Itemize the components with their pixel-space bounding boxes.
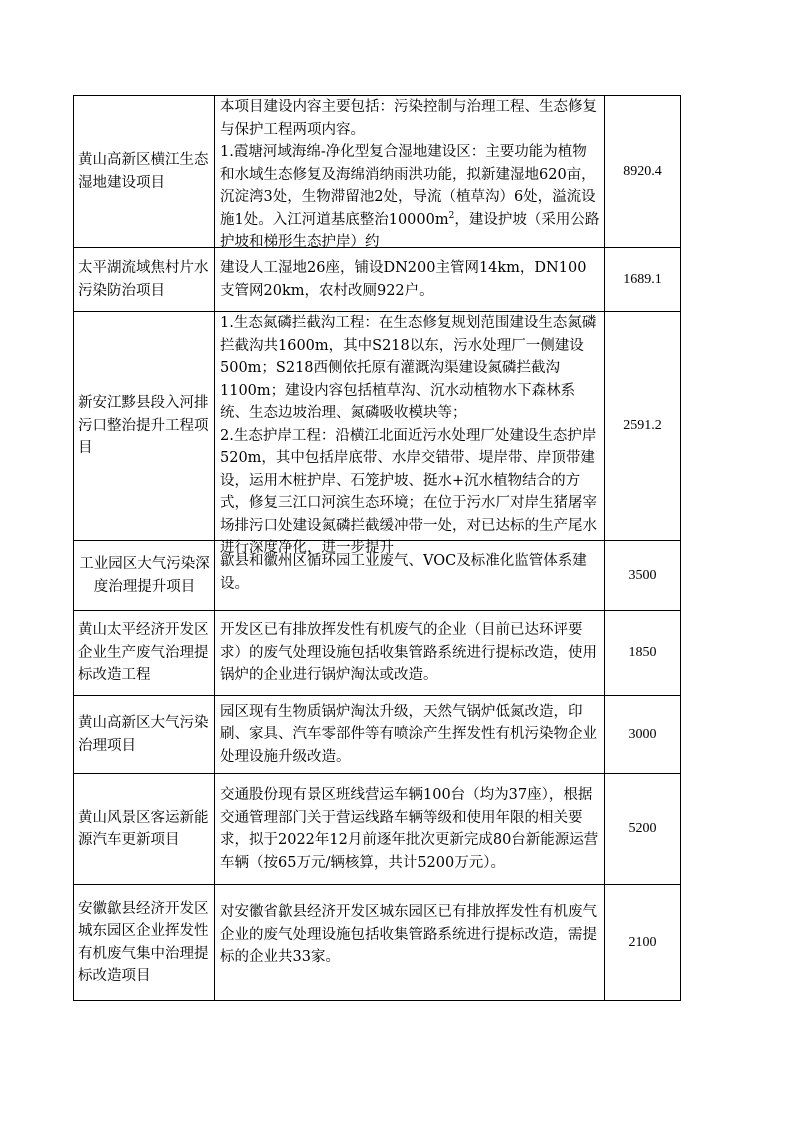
- amount-cell: [605, 885, 681, 1001]
- project-name: 太平湖流域焦村片水污染防治项目: [78, 260, 209, 299]
- project-content-cell: [215, 611, 605, 696]
- project-amount: 1850: [628, 645, 657, 660]
- project-name-cell: [74, 611, 215, 696]
- amount-cell: [605, 541, 681, 611]
- project-content-cell: [215, 96, 605, 248]
- project-name-cell: [74, 774, 215, 885]
- content-paragraph: 园区现有生物质锅炉淘汰升级，天然气锅炉低氮改造，印刷、家具、汽车零部件等有喷涂产生挥发性有机污染物企业处理设施升级改造。: [220, 703, 597, 765]
- project-name: 黄山太平经济开发区企业生产废气治理提标改造工程: [78, 622, 209, 684]
- table-row: [74, 312, 681, 541]
- project-name-cell: [74, 541, 215, 611]
- amount-cell: [605, 96, 681, 248]
- content-paragraph: 歙县和徽州区循环园工业废气、VOC及标准化监管体系建设。: [220, 553, 587, 592]
- project-amount: 3000: [628, 726, 657, 742]
- project-name: 黄山高新区横江生态湿地建设项目: [78, 152, 209, 191]
- table-row: [74, 248, 681, 312]
- project-name-cell: [74, 312, 215, 541]
- content-paragraph: 开发区已有排放挥发性有机废气的企业（目前已达环评要求）的废气处理设施包括收集管路系统进行提标改造，使用锅炉的企业进行锅炉淘汰或改造。: [220, 622, 597, 684]
- amount-cell: [605, 312, 681, 541]
- table-row: [74, 96, 681, 248]
- project-name-cell: [74, 248, 215, 312]
- content-paragraph: [220, 141, 600, 254]
- content-text: 1.霞塘河域海绵-净化型复合湿地建设区：主要功能为植物和水域生态修复及海绵消纳雨洪功能，拟新建湿地620亩，沉淀湾3处，生物滞留池2处，导流（植草沟）6处，溢流设施1处。入江河道基底整治10000m: [220, 144, 596, 228]
- superscript: 2: [448, 210, 455, 221]
- project-amount: 2100: [628, 934, 657, 950]
- project-name: 工业园区大气污染深度治理提升项目: [79, 556, 210, 595]
- project-amount: 1689.1: [623, 271, 662, 287]
- project-amount: 5200: [628, 821, 657, 836]
- project-amount: 3500: [628, 567, 657, 583]
- table-row: [74, 885, 681, 1001]
- table-row: [74, 541, 681, 611]
- project-content-cell: [215, 541, 605, 611]
- project-name: 黄山高新区大气污染治理项目: [78, 715, 209, 754]
- project-name-cell: [74, 696, 215, 774]
- content-paragraph: 2.生态护岸工程：沿横江北面近污水处理厂处建设生态护岸520m，其中包括岸底带、水岸交错带、堤岸带、岸顶带建设，运用木桩护岸、石笼护坡、挺水+沉水植物结合的方式，修复三江口河滨生态环境；在位于污水厂对岸生猪屠宰场排污口处建设氮磷拦截缓冲带一处，对已达标的生产尾水进行深度净化，进一步提升: [220, 427, 597, 556]
- project-content-cell: [215, 885, 605, 1001]
- project-table: [73, 95, 681, 1001]
- project-name-cell: [74, 96, 215, 248]
- table-row: [74, 774, 681, 885]
- project-content-cell: [215, 774, 605, 885]
- content-paragraph: 交通股份现有景区班线营运车辆100台（均为37座），根据交通管理部门关于营运线路车辆等级和使用年限的相关要求，拟于2022年12月前逐年批次更新完成80台新能源运营车辆（按65万元/辆核算，共计5200万元）。: [220, 787, 599, 871]
- amount-cell: [605, 248, 681, 312]
- project-content-cell: [215, 248, 605, 312]
- project-amount: 8920.4: [623, 163, 662, 179]
- amount-cell: [605, 774, 681, 885]
- table-row: [74, 611, 681, 696]
- table-row: [74, 696, 681, 774]
- project-name: 新安江黟县段入河排污口整治提升工程项目: [78, 395, 209, 457]
- project-content-cell: [215, 312, 605, 556]
- project-content-cell: [215, 696, 605, 774]
- content-paragraph: 1.生态氮磷拦截沟工程：在生态修复规划范围建设生态氮磷拦截沟共1600m，其中S218以东，污水处理厂一侧建设500m；S218西侧依托原有灌溉沟渠建设氮磷拦截沟1100m；建设内容包括植草沟、沉水动植物水下森林系统、生态边坡治理、氮磷吸收模块等；: [220, 315, 597, 421]
- content-paragraph: 对安徽省歙县经济开发区城东园区已有排放挥发性有机废气企业的废气处理设施包括收集管路系统进行提标改造，需提标的企业共33家。: [220, 904, 597, 965]
- project-name: 黄山风景区客运新能源汽车更新项目: [78, 809, 209, 848]
- project-name: 安徽歙县经济开发区城东园区企业挥发性有机废气集中治理提标改造项目: [78, 900, 209, 984]
- content-text: ，建设护坡（采用公路护坡和梯形生态护岸）约: [220, 211, 600, 250]
- amount-cell: [605, 696, 681, 774]
- project-name-cell: [74, 885, 215, 1001]
- project-amount: 2591.2: [623, 418, 662, 433]
- content-paragraph: 建设人工湿地26座，铺设DN200主管网14km，DN100支管网20km，农村改厕922户。: [220, 260, 587, 299]
- content-paragraph: 本项目建设内容主要包括：污染控制与治理工程、生态修复与保护工程两项内容。: [220, 99, 597, 138]
- amount-cell: [605, 611, 681, 696]
